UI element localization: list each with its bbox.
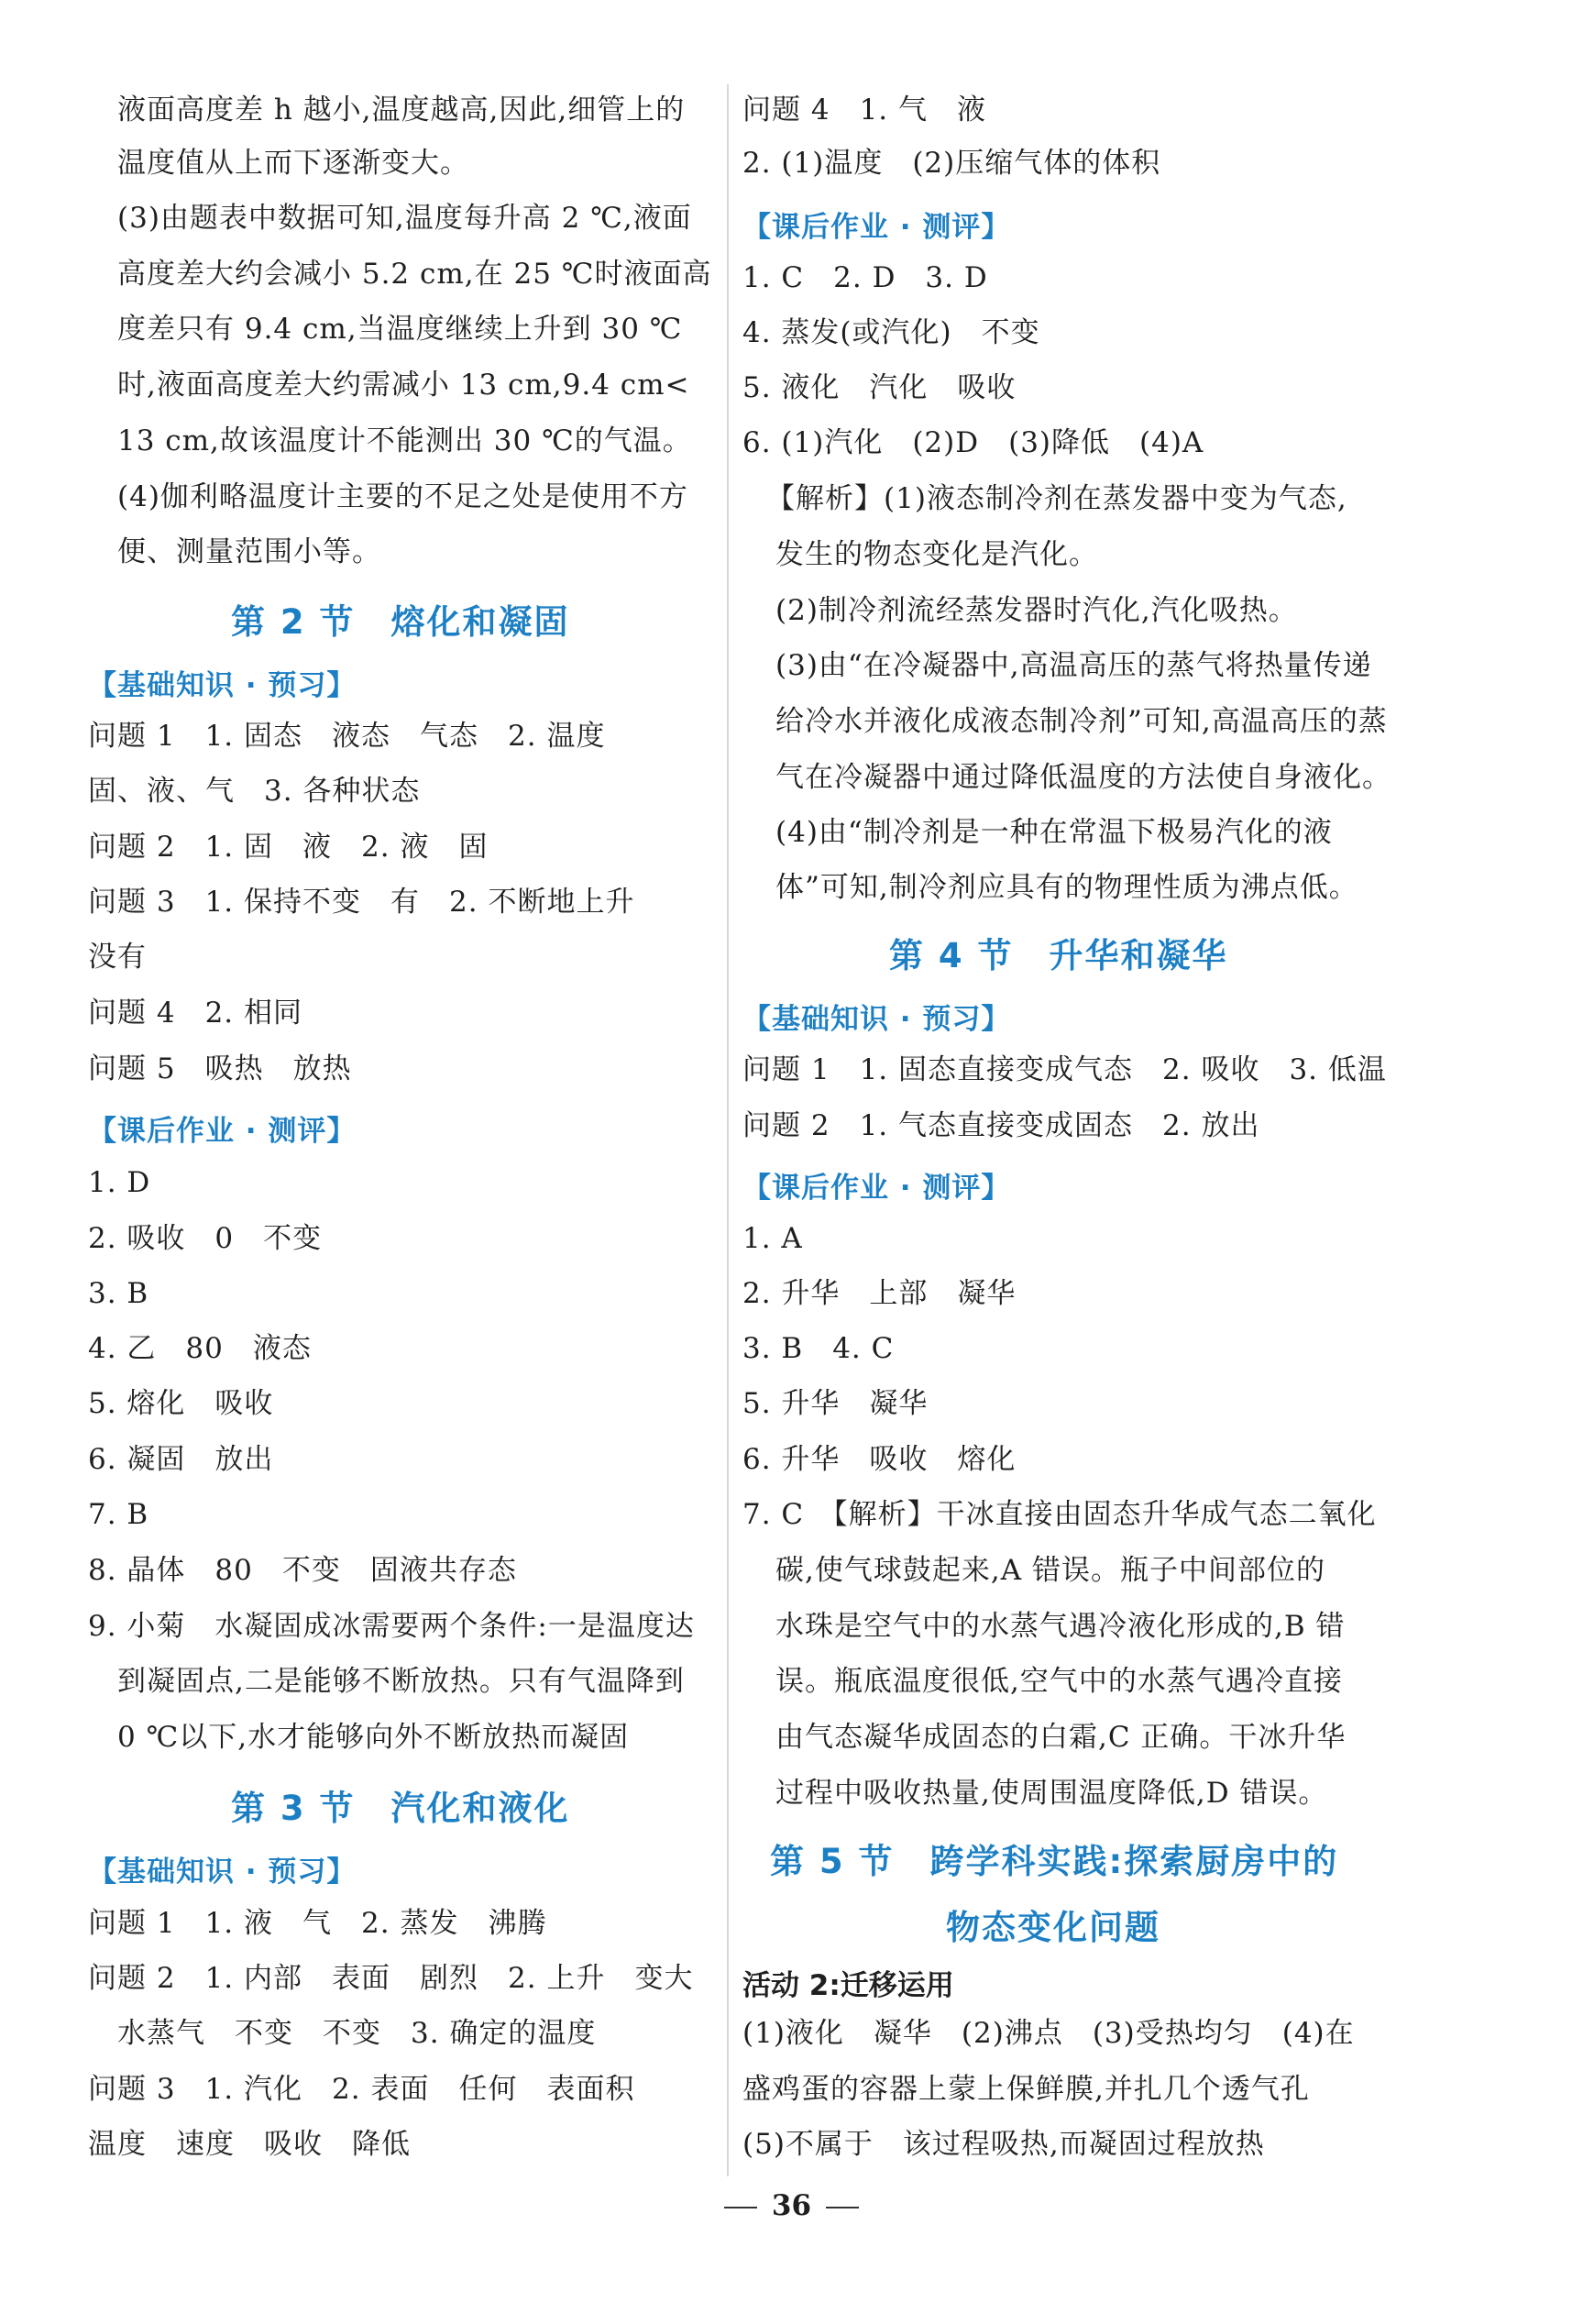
text-line: 问题 5 吸热 放热: [88, 1052, 352, 1085]
column-divider: [727, 84, 729, 2176]
answer-line: 1. D: [88, 1166, 151, 1199]
text-line: (3)由题表中数据可知,温度每升高 2 ℃,液面: [117, 202, 692, 235]
answer-line: 8. 晶体 80 不变 固液共存态: [88, 1554, 517, 1587]
text-line: 问题 4 2. 相同: [88, 997, 303, 1030]
dash-right: [826, 2207, 859, 2208]
text-line: (5)不属于 该过程吸热,而凝固过程放热: [742, 2128, 1265, 2161]
answer-line: 7. C 【解析】干冰直接由固态升华成气态二氧化: [742, 1498, 1377, 1531]
analysis-line: 由气态凝华成固态的白霜,C 正确。干冰升华: [775, 1721, 1347, 1754]
analysis-line: 水珠是空气中的水蒸气遇冷液化形成的,B 错: [775, 1610, 1346, 1643]
text-line: 固、液、气 3. 各种状态: [88, 775, 421, 808]
section-tag: 【课后作业 · 测评】: [742, 1172, 1011, 1205]
answer-line: 5. 液化 汽化 吸收: [742, 371, 1017, 404]
answer-line: 1. A: [742, 1222, 803, 1255]
text-line: 问题 3 1. 汽化 2. 表面 任何 表面积: [88, 2073, 635, 2106]
answer-line: 6. (1)汽化 (2)D (3)降低 (4)A: [742, 426, 1204, 459]
answer-line: 3. B: [88, 1277, 149, 1310]
text-line: 没有: [88, 941, 147, 974]
dash-left: [724, 2207, 757, 2208]
answer-line: 3. B 4. C: [742, 1332, 895, 1365]
analysis-line: 过程中吸收热量,使周围温度降低,D 错误。: [775, 1777, 1328, 1810]
text-line: 温度 速度 吸收 降低: [88, 2128, 411, 2161]
analysis-line: (2)制冷剂流经蒸发器时汽化,汽化吸热。: [775, 594, 1298, 627]
answer-line: 2. 吸收 0 不变: [88, 1222, 323, 1255]
analysis-line: 碳,使气球鼓起来,A 错误。瓶子中间部位的: [775, 1554, 1325, 1587]
text-line: 问题 2 1. 固 液 2. 液 固: [88, 831, 489, 864]
text-line: 高度差大约会减小 5.2 cm,在 25 ℃时液面高: [117, 258, 712, 291]
text-line: 度差只有 9.4 cm,当温度继续上升到 30 ℃: [117, 313, 683, 346]
text-line: 时,液面高度差大约需减小 13 cm,9.4 cm<: [117, 369, 690, 402]
answer-line: 6. 凝固 放出: [88, 1443, 274, 1476]
answer-line: 4. 乙 80 液态: [88, 1332, 312, 1365]
analysis-line: 【解析】(1)液态制冷剂在蒸发器中变为气态,: [766, 482, 1347, 515]
text-line: 液面高度差 h 越小,温度越高,因此,细管上的: [117, 94, 686, 127]
answer-line: 9. 小菊 水凝固成冰需要两个条件:一是温度达: [88, 1610, 695, 1643]
answer-line: 0 ℃以下,水才能够向外不断放热而凝固: [117, 1721, 630, 1754]
section-title: 第 5 节 跨学科实践:探索厨房中的: [770, 1842, 1339, 1881]
section-tag: 【基础知识 · 预习】: [88, 669, 357, 702]
text-line: (1)液化 凝华 (2)沸点 (3)受热均匀 (4)在: [742, 2017, 1355, 2050]
text-line: 问题 1 1. 固态 液态 气态 2. 温度: [88, 720, 606, 753]
analysis-line: (3)由“在冷凝器中,高温高压的蒸气将热量传递: [775, 649, 1372, 682]
section-title: 第 3 节 汽化和液化: [231, 1789, 570, 1828]
text-line: 便、测量范围小等。: [117, 535, 381, 568]
text-line: 问题 2 1. 气态直接变成固态 2. 放出: [742, 1109, 1260, 1142]
section-title: 物态变化问题: [946, 1908, 1160, 1947]
analysis-line: 气在冷凝器中通过降低温度的方法使自身液化。: [775, 761, 1391, 794]
section-tag: 【课后作业 · 测评】: [742, 211, 1011, 244]
page-number-text: 36: [771, 2189, 812, 2222]
answer-line: 4. 蒸发(或汽化) 不变: [742, 316, 1040, 349]
section-tag: 【基础知识 · 预习】: [742, 1003, 1011, 1036]
activity-heading: 活动 2:迁移运用: [742, 1969, 954, 2002]
text-line: 13 cm,故该温度计不能测出 30 ℃的气温。: [117, 424, 692, 457]
page-number: [0, 2189, 1583, 2222]
analysis-line: 误。瓶底温度很低,空气中的水蒸气遇冷直接: [775, 1665, 1343, 1698]
analysis-line: (4)由“制冷剂是一种在常温下极易汽化的液: [775, 816, 1333, 849]
analysis-line: 发生的物态变化是汽化。: [775, 538, 1098, 571]
text-line: 问题 1 1. 固态直接变成气态 2. 吸收 3. 低温: [742, 1053, 1387, 1086]
answer-line: 5. 熔化 吸收: [88, 1387, 274, 1420]
text-line: 问题 3 1. 保持不变 有 2. 不断地上升: [88, 886, 635, 919]
answer-line: 1. C 2. D 3. D: [742, 261, 988, 294]
answer-line: 7. B: [88, 1498, 149, 1531]
section-title: 第 4 节 升华和凝华: [889, 936, 1228, 975]
answer-line: 6. 升华 吸收 熔化: [742, 1443, 1017, 1476]
answer-line: 5. 升华 凝华: [742, 1387, 929, 1420]
text-line: 温度值从上而下逐渐变大。: [117, 147, 469, 180]
text-line: 盛鸡蛋的容器上蒙上保鲜膜,并扎几个透气孔: [742, 2073, 1310, 2106]
text-line: 问题 2 1. 内部 表面 剧烈 2. 上升 变大: [88, 1962, 694, 1995]
analysis-line: 给冷水并液化成液态制冷剂”可知,高温高压的蒸: [775, 705, 1388, 738]
section-tag: 【课后作业 · 测评】: [88, 1115, 357, 1148]
section-tag: 【基础知识 · 预习】: [88, 1856, 357, 1889]
text-line: 问题 4 1. 气 液: [742, 94, 987, 127]
answer-line: 2. 升华 上部 凝华: [742, 1277, 1017, 1310]
section-title: 第 2 节 熔化和凝固: [231, 602, 570, 642]
text-line: 2. (1)温度 (2)压缩气体的体积: [742, 147, 1161, 180]
text-line: 水蒸气 不变 不变 3. 确定的温度: [117, 2017, 597, 2050]
text-line: 问题 1 1. 液 气 2. 蒸发 沸腾: [88, 1907, 547, 1940]
answer-line: 到凝固点,二是能够不断放热。只有气温降到: [117, 1665, 685, 1698]
text-line: (4)伽利略温度计主要的不足之处是使用不方: [117, 480, 688, 513]
analysis-line: 体”可知,制冷剂应具有的物理性质为沸点低。: [775, 871, 1358, 904]
